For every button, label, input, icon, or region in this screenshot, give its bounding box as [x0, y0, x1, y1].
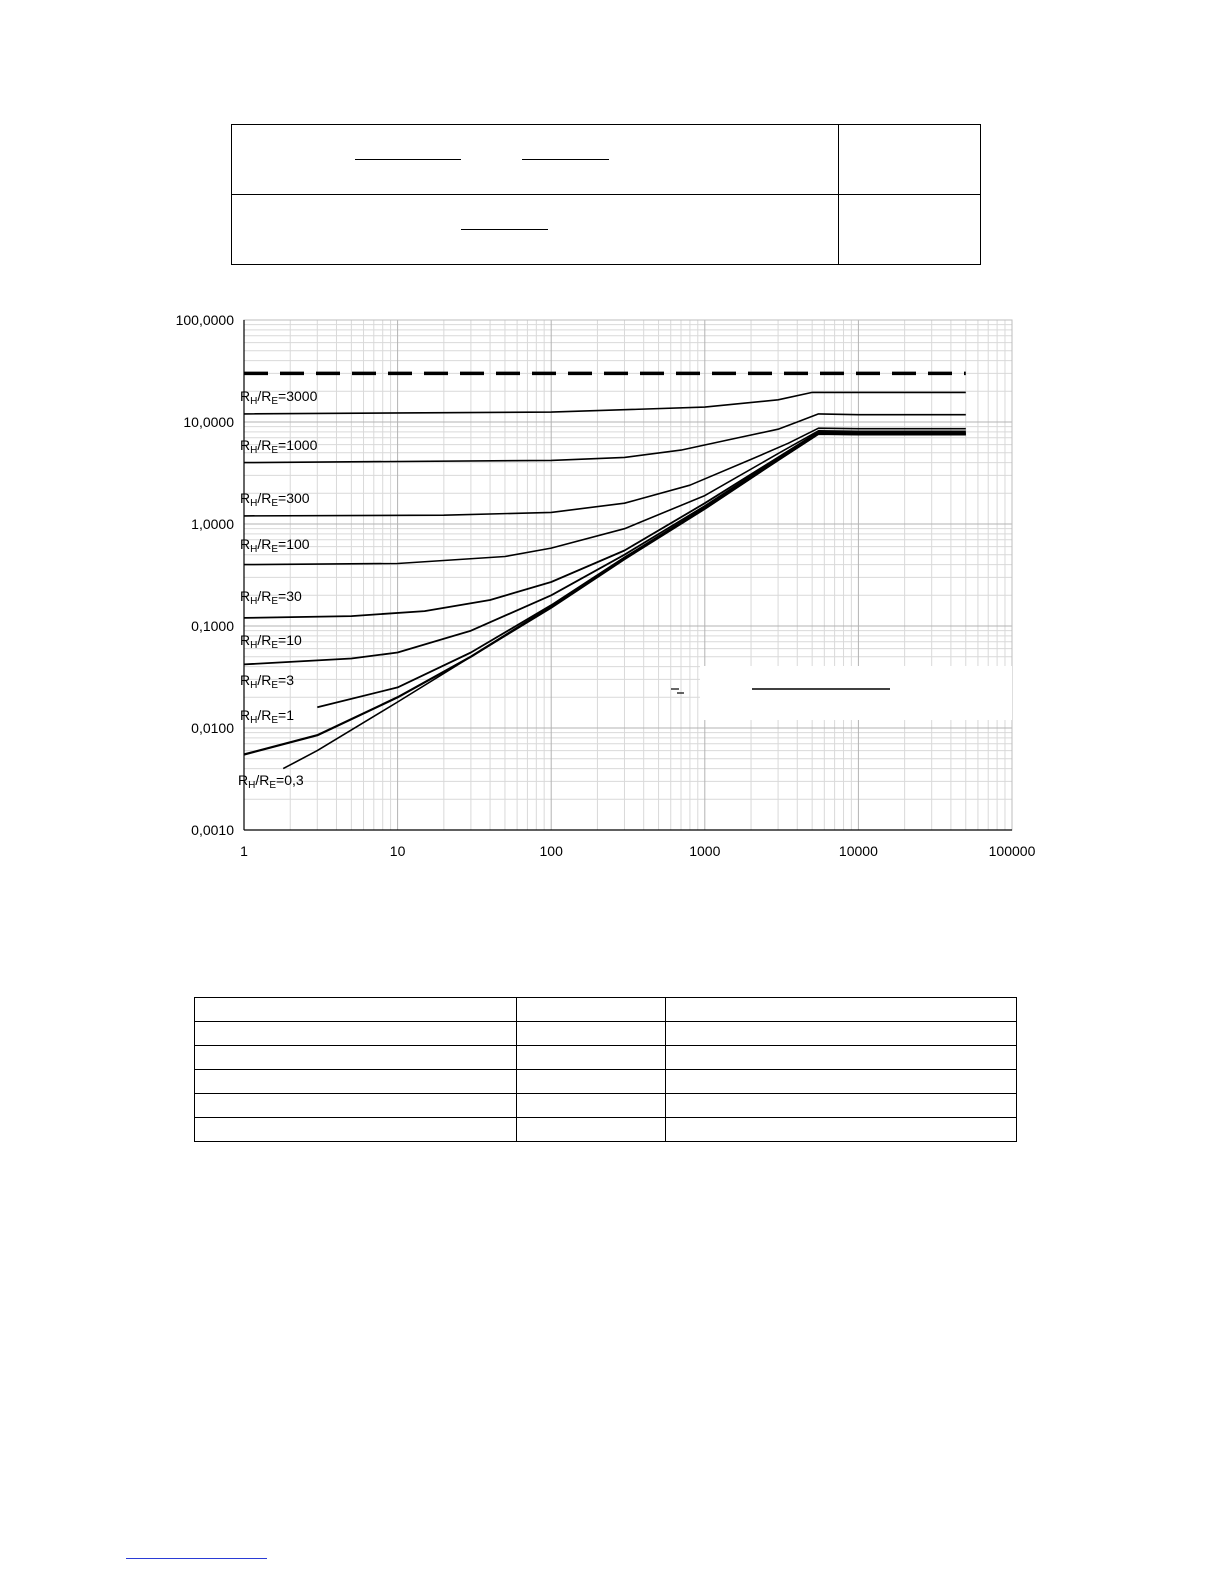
table-row	[195, 998, 1017, 1022]
curve-label: $R_H/R_E=30$	[240, 588, 302, 607]
x-tick-label: 10	[389, 843, 406, 859]
table-cell	[666, 1046, 1017, 1070]
x-tick-label: 1	[240, 843, 248, 859]
table-cell	[195, 1022, 517, 1046]
series-line	[244, 431, 966, 565]
table-cell	[517, 1022, 666, 1046]
y-tick-label: 100,0000	[175, 312, 234, 328]
y-tick-label: 0,1000	[191, 618, 234, 634]
plot-area-border	[244, 320, 1012, 830]
table-cell	[195, 998, 517, 1022]
table-cell	[666, 1118, 1017, 1142]
y-tick-label: 0,0010	[191, 822, 234, 838]
table-cell	[517, 998, 666, 1022]
lower-table	[194, 997, 1017, 1142]
series-line	[244, 428, 966, 516]
curve-label: $R_H/R_E=1000$	[240, 437, 318, 456]
major-gridlines	[244, 320, 1012, 830]
table-cell	[195, 1070, 517, 1094]
table-cell	[517, 1070, 666, 1094]
table-cell	[517, 1046, 666, 1070]
curve-label: $R_H/R_E=0,3$	[238, 772, 304, 791]
table-cell	[195, 1046, 517, 1070]
curve-label: $R_H/R_E=100$	[240, 536, 310, 555]
curve-labels	[238, 388, 318, 791]
x-tick-label: 100	[539, 843, 563, 859]
curve-label: $R_H/R_E=3000$	[240, 388, 318, 407]
table-row	[195, 1094, 1017, 1118]
y-tick-label: 1,0000	[191, 516, 234, 532]
minor-gridlines	[244, 320, 1012, 830]
table-cell	[666, 1070, 1017, 1094]
y-tick-label: 0,0100	[191, 720, 234, 736]
curve-label: $R_H/R_E=3$	[240, 672, 294, 691]
table-cell	[517, 1094, 666, 1118]
x-tick-label: 10000	[838, 843, 878, 859]
table-cell	[666, 1022, 1017, 1046]
table-cell	[666, 998, 1017, 1022]
table-cell	[517, 1118, 666, 1142]
table-cell	[195, 1094, 517, 1118]
table-row	[195, 1022, 1017, 1046]
y-tick-label: 10,0000	[183, 414, 234, 430]
table-cell	[666, 1094, 1017, 1118]
y-axis-ticks	[176, 312, 235, 838]
table-row	[195, 1070, 1017, 1094]
table-cell	[195, 1118, 517, 1142]
table-row	[195, 1046, 1017, 1070]
curve-label: $R_H/R_E=300$	[240, 490, 310, 509]
series-line	[244, 432, 966, 664]
table-row	[195, 1118, 1017, 1142]
series-line	[244, 432, 966, 618]
x-tick-label: 100000	[988, 843, 1036, 859]
curve-label: $R_H/R_E=1$	[240, 707, 294, 726]
series-line	[244, 392, 966, 414]
curve-label: $R_H/R_E=10$	[240, 632, 302, 651]
x-axis-ticks	[240, 843, 1035, 859]
annotation-box	[700, 666, 1012, 720]
footer-link-underline	[126, 1558, 267, 1559]
x-tick-label: 1000	[689, 843, 721, 859]
